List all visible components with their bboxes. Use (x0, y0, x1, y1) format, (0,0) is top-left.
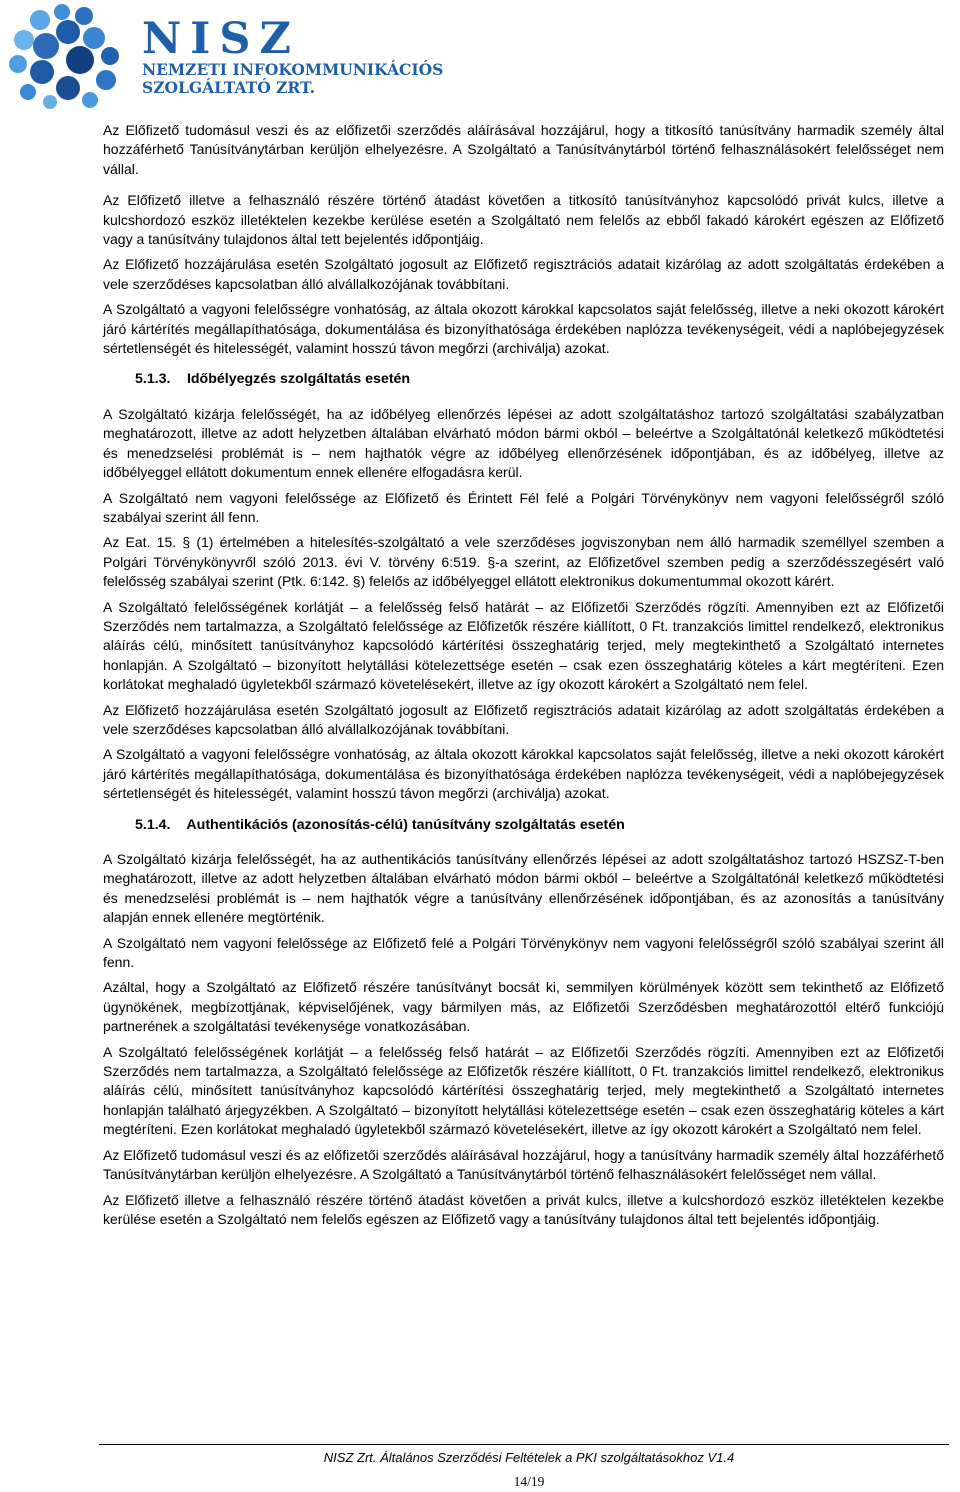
paragraph: A Szolgáltató a vagyoni felelősségre vonhatóság, az általa okozott károkkal kapcsolatos saját felelősség, illetve a neki okozott károkért járó kártérítés megállapíthatósága, dokumentálása és bizonyíthatósága érdekében naplózza tevékenységeit, védi a naplóbejegyzések sértetlenségét és hitelességét, valamint hosszú távon megőrzi (archiválja) azokat. (103, 746, 944, 802)
section-heading-514 (135, 816, 944, 835)
section-number: 5.1.4. (135, 816, 171, 833)
section-title: Authentikációs (azonosítás-célú) tanúsítvány szolgáltatás esetén (186, 816, 625, 833)
paragraph: Az Előfizető tudomásul veszi és az előfizetői szerződés aláírásával hozzájárul, hogy a tanúsítvány harmadik személy által hozzáférhető Tanúsítványtárban kerüljön elhelyezésre. A Szolgáltató a Tanúsítványtárból történő felhasználásokért felelősséget nem vállal. (103, 1146, 944, 1183)
paragraph: A Szolgáltató a vagyoni felelősségre vonhatóság, az általa okozott károkkal kapcsolatos saját felelősség, illetve a neki okozott károkért járó kártérítés megállapíthatósága, dokumentálása és bizonyíthatósága érdekében naplózza tevékenységeit, védi a naplóbejegyzések sértetlenségét és hitelességét, valamint hosszú távon megőrzi (archiválja) azokat. (103, 301, 944, 357)
paragraph: A Szolgáltató nem vagyoni felelőssége az Előfizető felé a Polgári Törvénykönyv nem vagyoni felelősségről szóló szabályai szerint áll fenn. (103, 934, 944, 971)
nisz-logo-dots-icon (6, 2, 131, 112)
brand-subtitle-line1: NEMZETI INFOKOMMUNIKÁCIÓS (142, 60, 444, 79)
paragraph: A Szolgáltató felelősségének korlátját – a felelősség felső határát – az Előfizetői Szerződés rögzíti. Amennyiben ezt az Előfizetői Szerződés nem tartalmazza, a Szolgáltató felelőssége az Előfizetők részére kiállított, 0 Ft. tranzakciós limittel rendelkező, elektronikus aláírás célú, minősített tanúsítványhoz kapcsolódó kártérítési összeghatárig terjed, mely megtekinthető a Szolgáltató internetes honlapján. A Szolgáltató – bizonyított helytállási kötelezettsége esetén – csak ezen összeghatárig köteles a kárt megtéríteni. Ezen korlátokat meghaladó ügyletekből származó követelésekért, illetve az így okozott károkért a Szolgáltató nem felel. (103, 598, 944, 693)
paragraph: A Szolgáltató felelősségének korlátját – a felelősség felső határát – az Előfizetői Szerződés rögzíti. Amennyiben ezt az Előfizetői Szerződés nem tartalmazza, a Szolgáltató felelőssége az Előfizetők részére kiállított, 0 Ft. tranzakciós limittel rendelkező, elektronikus aláírás célú, minősített tanúsítványhoz kapcsolódó kártérítési összeghatárig terjed, mely megtekinthető a Szolgáltató internetes honlapján található árjegyzékben. A Szolgáltató – bizonyított helytállási kötelezettsége esetén – csak ezen összeghatárig köteles a kárt megtéríteni. Ezen korlátokat meghaladó ügyletekből származó követelésekért, illetve az így okozott károkért a Szolgáltató nem felel. (103, 1043, 944, 1138)
footer-divider (99, 1444, 949, 1445)
paragraph: Az Előfizető illetve a felhasználó részére történő átadást követően a titkosító tanúsítványhoz kapcsolódó privát kulcs, illetve a kulcshordozó eszköz illetéktelen kezekbe kerülése esetén a Szolgáltató nem felelős az ebből fakadó károkért egészen az Előfizető vagy a tanúsítvány tulajdonos által tett bejelentés időpontjáig. (103, 192, 944, 248)
paragraph: Az Eat. 15. § (1) értelmében a hitelesítés-szolgáltató a vele szerződéses jogviszonyban nem álló harmadik személlyel szemben a Polgári Törvénykönyvről szóló 2013. évi V. törvény 6:519. §-a szerint, az Előfizetővel szemben pedig a szerződésszegésért való felelősség szabályai szerint (Ptk. 6:142. §) felelős az időbélyeggel ellátott elektronikus dokumentummal okozott kárért. (103, 534, 944, 590)
paragraph: Az Előfizető illetve a felhasználó részére történő átadást követően a privát kulcs, illetve a kulcshordozó eszköz illetéktelen kezekbe kerülése esetén a Szolgáltató nem felelős egészen az Előfizető vagy a tanúsítvány tulajdonos által tett bejelentés időpontjáig. (103, 1191, 944, 1227)
brand-subtitle-line2: SZOLGÁLTATÓ ZRT. (142, 78, 315, 97)
nisz-logo (6, 2, 444, 112)
section-number: 5.1.3. (135, 371, 171, 388)
page-number: 14/19 (513, 1474, 545, 1489)
footer-document-title: NISZ Zrt. Általános Szerződési Feltételek a PKI szolgáltatásokhoz V1.4 (323, 1450, 735, 1465)
section-title: Időbélyegzés szolgáltatás esetén (186, 371, 411, 388)
brand-name: NISZ (142, 14, 300, 64)
paragraph: Azáltal, hogy a Szolgáltató az Előfizető részére tanúsítványt bocsát ki, semmilyen körülmények között sem tekinthető az Előfizető ügynökének, megbízottjának, képviselőjének, vagy bármilyen más, az Előfizetői Szerződésben meghatározottól eltérő funkciójú partnerének a szolgáltatási tevékenysége vonatkozásában. (103, 979, 944, 1035)
paragraph: A Szolgáltató kizárja felelősségét, ha az authentikációs tanúsítvány ellenőrzés lépései az adott szolgáltatáshoz tartozó HSZSZ-T-ben meghatározott, illetve az adott helyzetben általában elvárható módon bármi okból – beleértve a Szolgáltatónál keletkező működtetési és menedzselési problémát is – nem hajthatók végre a tanúsítvány ellenőrzésének időpontjában, és az azonosítás a tanúsítvány alapján ennek ellenére megtörténik. (103, 851, 944, 926)
section-heading-513 (135, 370, 944, 389)
paragraph: Az Előfizető tudomásul veszi és az előfizetői szerződés aláírásával hozzájárul, hogy a titkosító tanúsítvány harmadik személy által hozzáférhető Tanúsítványtárban kerüljön elhelyezésre. A Szolgáltató a Tanúsítványtárból történő felhasználásokért felelősséget nem vállal. (103, 122, 944, 177)
paragraph: Az Előfizető hozzájárulása esetén Szolgáltató jogosult az Előfizető regisztrációs adatait kizárólag az adott szolgáltatás érdekében a vele szerződéses kapcsolatban álló alvállalkozójának továbbítani. (103, 256, 944, 292)
paragraph: Az Előfizető hozzájárulása esetén Szolgáltató jogosult az Előfizető regisztrációs adatait kizárólag az adott szolgáltatás érdekében a vele szerződéses kapcsolatban álló alvállalkozójának továbbítani. (103, 701, 944, 737)
paragraph: A Szolgáltató kizárja felelősségét, ha az időbélyeg ellenőrzés lépései az adott szolgáltatáshoz tartozó szolgáltatási szabályzatban meghatározott, illetve az adott helyzetben általában elvárható módon bármi okból – beleértve a Szolgáltatónál keletkező működtetési és menedzselési problémát is – nem hajthatók végre az időbélyeg ellenőrzésének időpontjában, és az időbélyeg, illetve az időbélyeggel ellátott dokumentum ennek ellenére elfogadásra kerül. (103, 405, 944, 481)
paragraph: A Szolgáltató nem vagyoni felelőssége az Előfizető és Érintett Fél felé a Polgári Törvénykönyv nem vagyoni felelősségről szóló szabályai szerint áll fenn. (103, 489, 944, 525)
document-body (103, 121, 944, 1229)
